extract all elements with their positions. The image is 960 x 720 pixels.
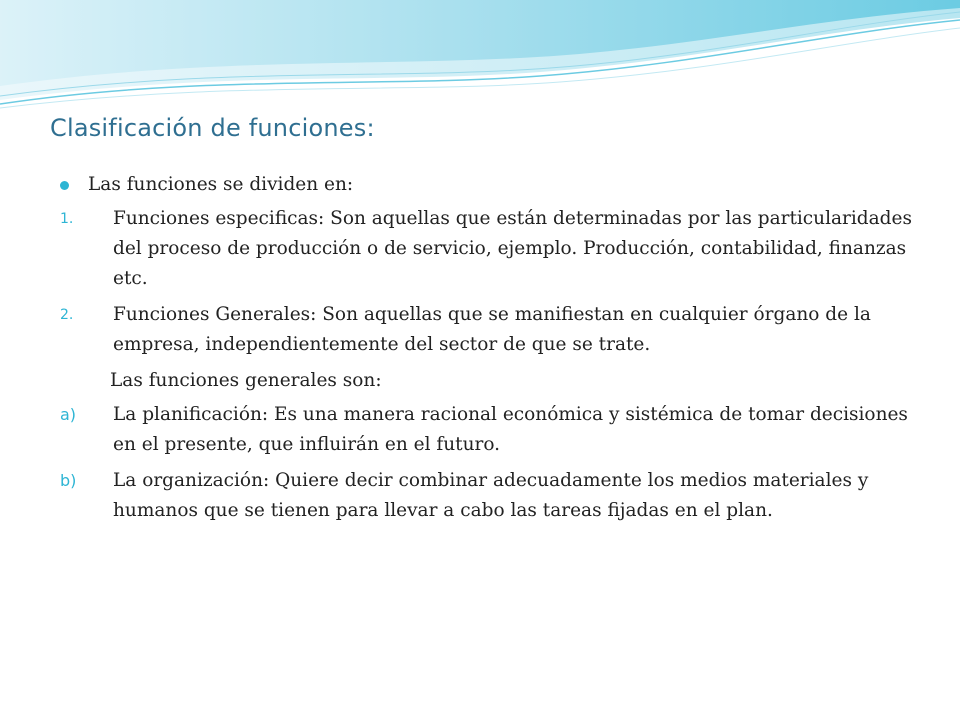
lettered-item	[40, 400, 920, 460]
slide-title: Clasificación de funciones:	[50, 114, 375, 142]
bullet-dot-icon	[60, 181, 69, 190]
general-functions-intro: Las funciones generales son:	[110, 370, 382, 391]
slide-content	[40, 170, 920, 532]
item-marker: 2.	[60, 307, 74, 323]
intro-bullet	[40, 170, 920, 200]
item-text: La organización: Quiere decir combinar adecuadamente los medios materiales y humanos que se tienen para llevar a cabo las tareas fijadas en el plan.	[113, 470, 869, 521]
item-text: Funciones Generales: Son aquellas que se manifiestan en cualquier órgano de la empresa, independientemente del sector de que se trate.	[113, 304, 871, 355]
wave-header-decoration	[0, 0, 960, 110]
lettered-item	[40, 466, 920, 526]
numbered-item	[40, 204, 920, 294]
item-text: La planificación: Es una manera racional económica y sistémica de tomar decisiones en el presente, que influirán en el futuro.	[113, 404, 908, 455]
intro-text: Las funciones se dividen en:	[88, 174, 354, 195]
item-text: Funciones especificas: Son aquellas que están determinadas por las particularidades del proceso de producción o de servicio, ejemplo. Producción, contabilidad, finanzas etc.	[113, 208, 912, 289]
item-marker: b)	[60, 471, 77, 490]
item-marker: 1.	[60, 211, 74, 227]
numbered-item	[40, 300, 920, 360]
item-marker: a)	[60, 405, 77, 424]
